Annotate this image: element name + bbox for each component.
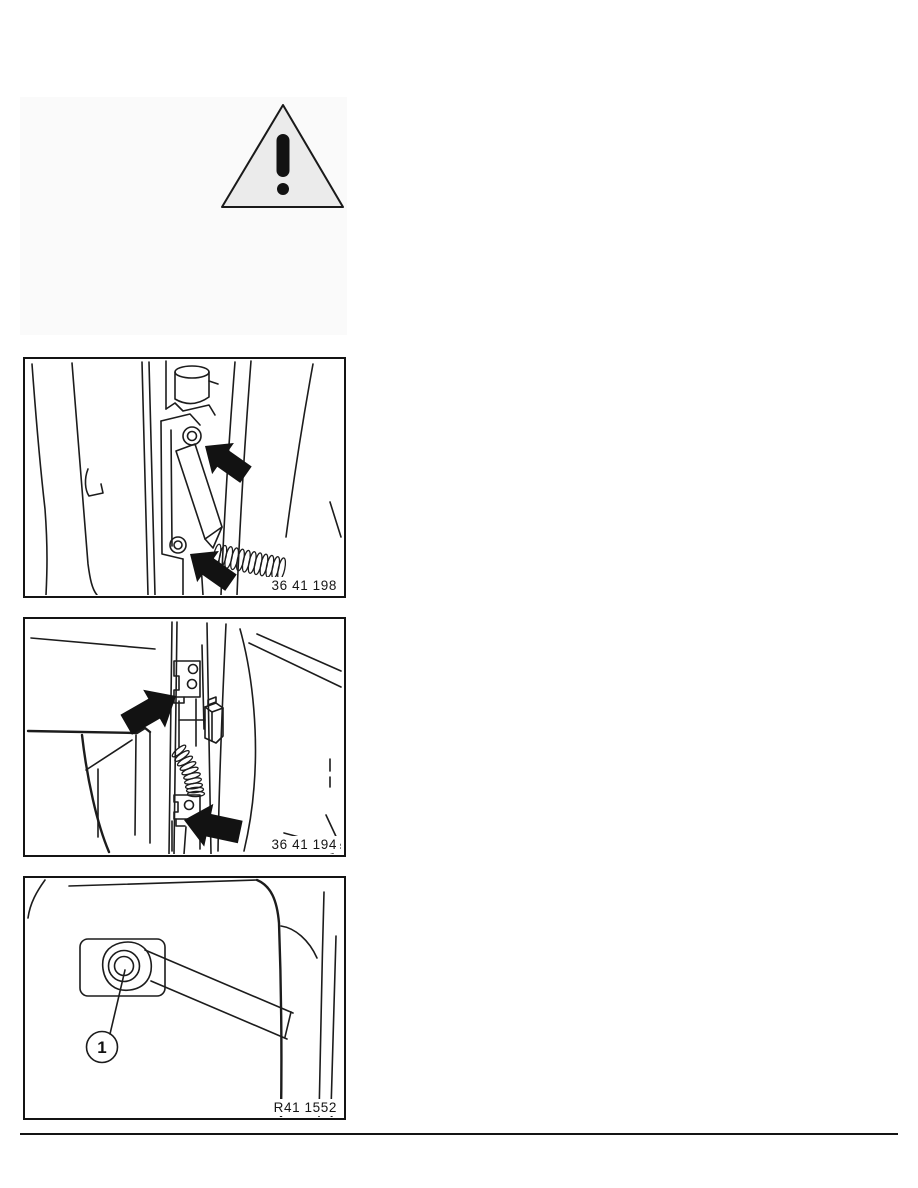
door-check-strap-bolts-illustration — [25, 359, 343, 595]
callout-1 — [87, 970, 126, 1063]
figure-2-number: 36 41 194 — [266, 836, 340, 853]
figure-1-frame — [23, 357, 346, 598]
upper-bolt — [183, 427, 201, 445]
figure-1-number: 36 41 198 — [266, 577, 340, 594]
hinge-pin-boss — [166, 361, 218, 415]
warning-triangle-icon — [216, 102, 350, 214]
check-strap-arm — [145, 950, 293, 1039]
upper-hinge — [174, 661, 200, 703]
figure-2-frame — [23, 617, 346, 857]
exclamation-mark — [277, 134, 290, 195]
door-edge-lines — [32, 362, 155, 595]
upper-arrow-marker — [194, 430, 257, 490]
door-check-strap-pin-illustration — [25, 878, 343, 1117]
figure-3-number: R41 1552 — [268, 1099, 340, 1116]
footer-separator-rule — [20, 1133, 898, 1135]
callout-1-label: 1 — [97, 1038, 107, 1057]
warning-note-block — [20, 97, 347, 335]
door-pillar-hinges-illustration — [25, 619, 343, 854]
lower-arrow-marker — [179, 799, 244, 854]
striker-wedge — [179, 697, 223, 747]
check-strap-mount-plate — [80, 939, 165, 996]
door-aperture-lines — [218, 624, 341, 853]
door-edge-lines — [28, 880, 336, 1117]
door-body-lines — [28, 638, 155, 852]
figure-3-frame — [23, 876, 346, 1120]
